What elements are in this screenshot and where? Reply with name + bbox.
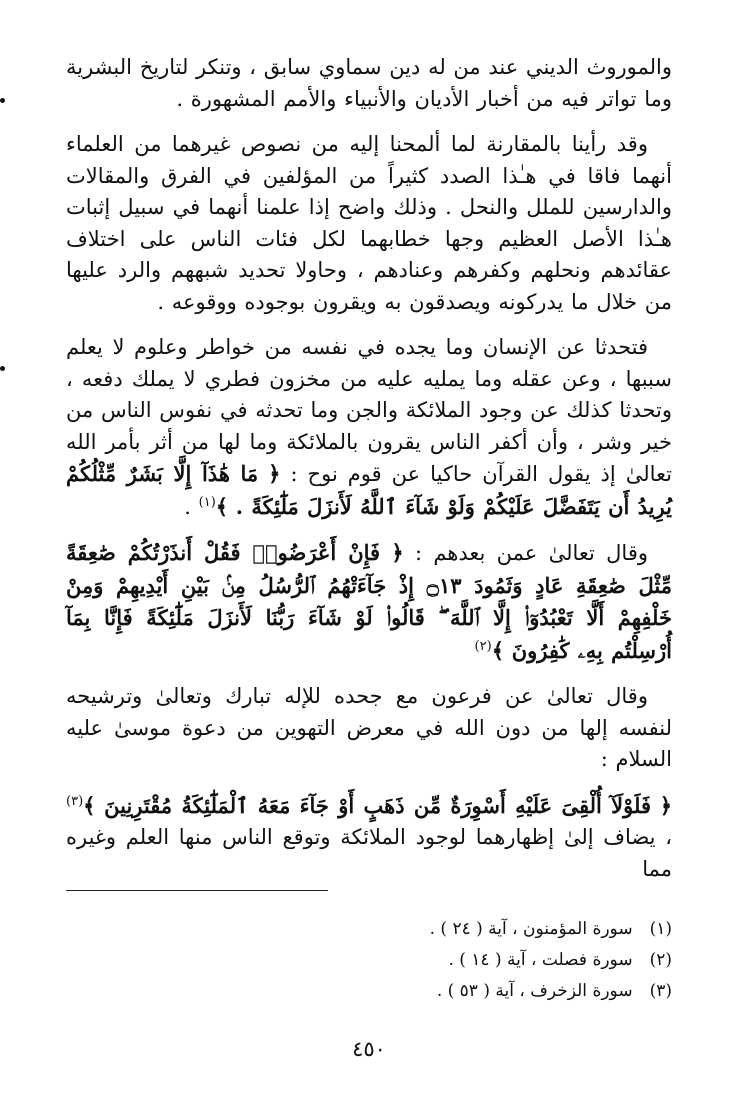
quran-verse-3: فَلَوْلَآ أُلْقِىَ عَلَيْهِ أَسْوِرَةٌ مِّن ذَهَبٍ أَوْ جَآءَ مَعَهُ ٱلْمَلَٰٓئِكَةُ مُقْتَرِنِينَ [104,792,652,818]
paragraph-6 [66,790,672,886]
footnote-2 [66,945,672,976]
footnote-2-text: سورة فصلت ، آية ( ١٤ ) . [448,950,633,970]
margin-dot-lower [0,366,5,371]
paragraph-3 [66,332,672,523]
page-number: ٤٥٠ [352,1037,386,1061]
paragraph-4 [66,537,672,667]
quran-open-bracket: ﴿ [391,540,404,565]
footnote-2-number: (٢) [649,950,672,970]
quran-verse-2: فَإِنْ أَعْرَضُوا۟ فَقُلْ أَنذَرْتُكُمْ صَٰعِقَةً مِّثْلَ صَٰعِقَةِ عَادٍ وَثَمُودَ ۝١٣ إِذْ جَآءَتْهُمُ ٱلرُّسُلُ مِنۢ بَيْنِ أَيْدِيهِمْ وَمِنْ خَلْفِهِمْ أَلَّا تَعْبُدُوٓا۟ إِلَّا ٱللَّهَ ۖ قَالُوا۟ لَوْ شَآءَ رَبُّنَا لَأَنزَلَ مَلَٰٓئِكَةً فَإِنَّا بِمَآ أُرْسِلْتُم بِهِۦ كَٰفِرُونَ [66,540,672,663]
footnote-3-number: (٣) [649,981,672,1001]
footnote-marker-3: (٣) [66,793,84,809]
footnote-3 [66,976,672,1007]
margin-dot-upper [0,98,5,103]
quran-close-bracket: ﴾ [83,792,96,818]
quran-open-bracket: ﴿ [659,792,673,818]
footnote-divider [66,890,328,891]
footnote-1 [66,914,672,945]
paragraph-2-text: وقد رأينا بالمقارنة لما ألمحنا إليه من نصوص غيرهما من العلماء أنهما فاقا في هـٰذا الصدد كثيراً من المؤلفين في الفرق والمقالات والدارسين للملل والنحل . وذلك واضح إذا علمنا أنهما في سبيل إثبات هـٰذا الأصل العظيم وجها خطابهما لكل فئات الناس على اختلاف عقائدهم ونحلهم وكفرهم وعنادهم ، وحاولا تحديد شبههم والرد عليها من خلال ما يدركونه ويصدقون به ويقرون بوجوده ووقوعه . [66,132,672,314]
footnotes [66,914,672,1007]
paragraph-1 [66,52,672,115]
paragraph-1-text: والموروث الديني عند من له دين سماوي سابق ، وتنكر لتاريخ البشرية وما تواتر فيه من أخبار الأديان والأنبياء والأمم المشهورة . [66,55,672,111]
page-body [66,52,672,1092]
quran-close-bracket: ﴾ [491,637,504,663]
footnote-marker-2: (٢) [474,638,492,654]
paragraph-3-text: فتحدثا عن الإنسان وما يجده في نفسه من خواطر وعلوم لا يعلم سببها ، وعن عقله وما يمليه عليه من مخزون فطري لا يملك دفعه ، وتحدثا كذلك عن وجود الملائكة والجن وما تحدثه في نفوس الناس من خير وشر ، وأن أكفر الناس يقرون بالملائكة وما لها من أثر بأمر الله تعالىٰ إذ يقول القرآن حاكيا عن قوم نوح : [66,335,672,486]
quran-close-bracket: ﴾ [215,493,229,519]
footnote-1-text: سورة المؤمنون ، آية ( ٢٤ ) . [429,919,633,939]
paragraph-6-text: ، يضاف إلىٰ إظهارهما لوجود الملائكة وتوقع الناس منها العلم وغيره مما [66,825,672,881]
paragraph-2 [66,129,672,318]
quran-verse-1: مَا هَٰذَآ إِلَّا بَشَرٌ مِّثْلُكُمْ يُرِيدُ أَن يَتَفَضَّلَ عَلَيْكُمْ وَلَوْ شَآءَ ٱللَّهُ لَأَنزَلَ مَلَٰٓئِكَةً . [66,461,672,519]
footnote-3-text: سورة الزخرف ، آية ( ٥٣ ) . [436,981,633,1001]
paragraph-4-text: وقال تعالىٰ عمن بعدهم : [414,541,648,565]
footnote-1-number: (١) [649,919,672,939]
quran-open-bracket: ﴿ [268,461,281,486]
paragraph-5 [66,681,672,776]
paragraph-5-text: وقال تعالىٰ عن فرعون مع جحده للإله تبارك وتعالىٰ وترشيحه لنفسه إلها من دون الله في معرض التهوين من دعوة موسىٰ عليه السلام : [66,684,672,771]
paragraph-3-tail: . [184,494,191,519]
footnote-marker-1: (١) [198,494,216,510]
